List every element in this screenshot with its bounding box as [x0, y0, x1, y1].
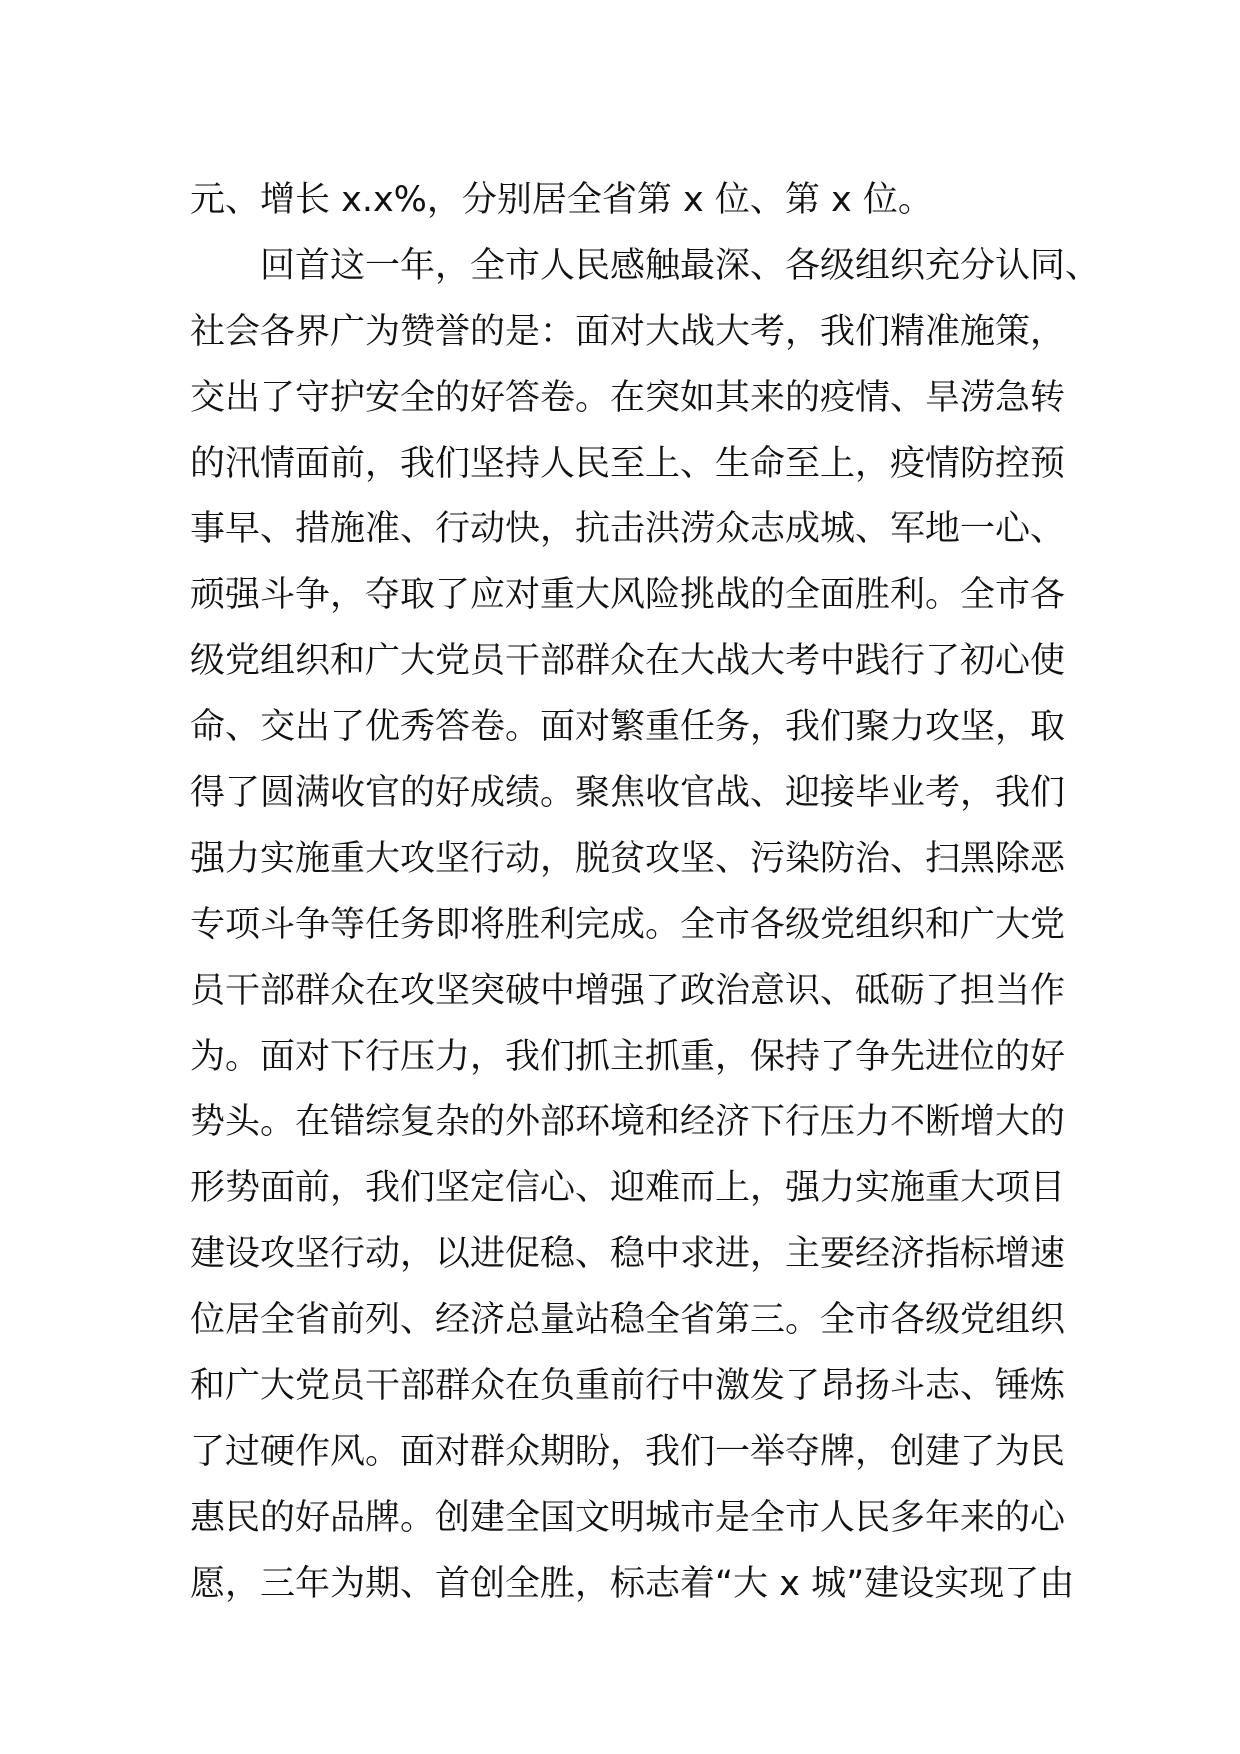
- text-line: 位居全省前列、经济总量站稳全省第三。全市各级党组织: [190, 1300, 1066, 1341]
- body-text: [190, 168, 1101, 1618]
- text-line: 事早、措施准、行动快，抗击洪涝众志成城、军地一心、: [190, 509, 1066, 550]
- text-line: 顽强斗争，夺取了应对重大风险挑战的全面胜利。全市各: [190, 575, 1066, 616]
- text-line: 回首这一年，全市人民感触最深、各级组织充分认同、: [190, 245, 1101, 286]
- text-line: 了过硬作风。面对群众期盼，我们一举夺牌，创建了为民: [190, 1431, 1066, 1472]
- text-line: 和广大党员干部群众在负重前行中激发了昂扬斗志、锤炼: [190, 1366, 1066, 1407]
- text-line: 势头。在错综复杂的外部环境和经济下行压力不断增大的: [190, 1102, 1066, 1143]
- text-line: 形势面前，我们坚定信心、迎难而上，强力实施重大项目: [190, 1168, 1066, 1209]
- text-line: 命、交出了优秀答卷。面对繁重任务，我们聚力攻坚，取: [190, 707, 1066, 748]
- text-line: 惠民的好品牌。创建全国文明城市是全市人民多年来的心: [190, 1497, 1066, 1538]
- text-line: 专项斗争等任务即将胜利完成。全市各级党组织和广大党: [190, 904, 1066, 945]
- text-line: 的汛情面前，我们坚持人民至上、生命至上，疫情防控预: [190, 443, 1066, 484]
- text-line: 元、增长 x.x%，分别居全省第 x 位、第 x 位。: [190, 180, 933, 220]
- text-line: 得了圆满收官的好成绩。聚焦收官战、迎接毕业考，我们: [190, 773, 1066, 814]
- text-line: 级党组织和广大党员干部群众在大战大考中践行了初心使: [190, 641, 1066, 682]
- text-line: 交出了守护安全的好答卷。在突如其来的疫情、旱涝急转: [190, 377, 1066, 418]
- text-line: 为。面对下行压力，我们抓主抓重，保持了争先进位的好: [190, 1036, 1066, 1077]
- text-line: 强力实施重大攻坚行动，脱贫攻坚、污染防治、扫黑除恶: [190, 838, 1066, 879]
- text-line: 社会各界广为赞誉的是：面对大战大考，我们精准施策，: [190, 311, 1066, 352]
- text-line: 建设攻坚行动，以进促稳、稳中求进，主要经济指标增速: [190, 1234, 1066, 1275]
- text-line: 愿，三年为期、首创全胜，标志着“大 x 城”建设实现了由: [190, 1563, 1075, 1604]
- text-line: 员干部群众在攻坚突破中增强了政治意识、砥砺了担当作: [190, 970, 1066, 1011]
